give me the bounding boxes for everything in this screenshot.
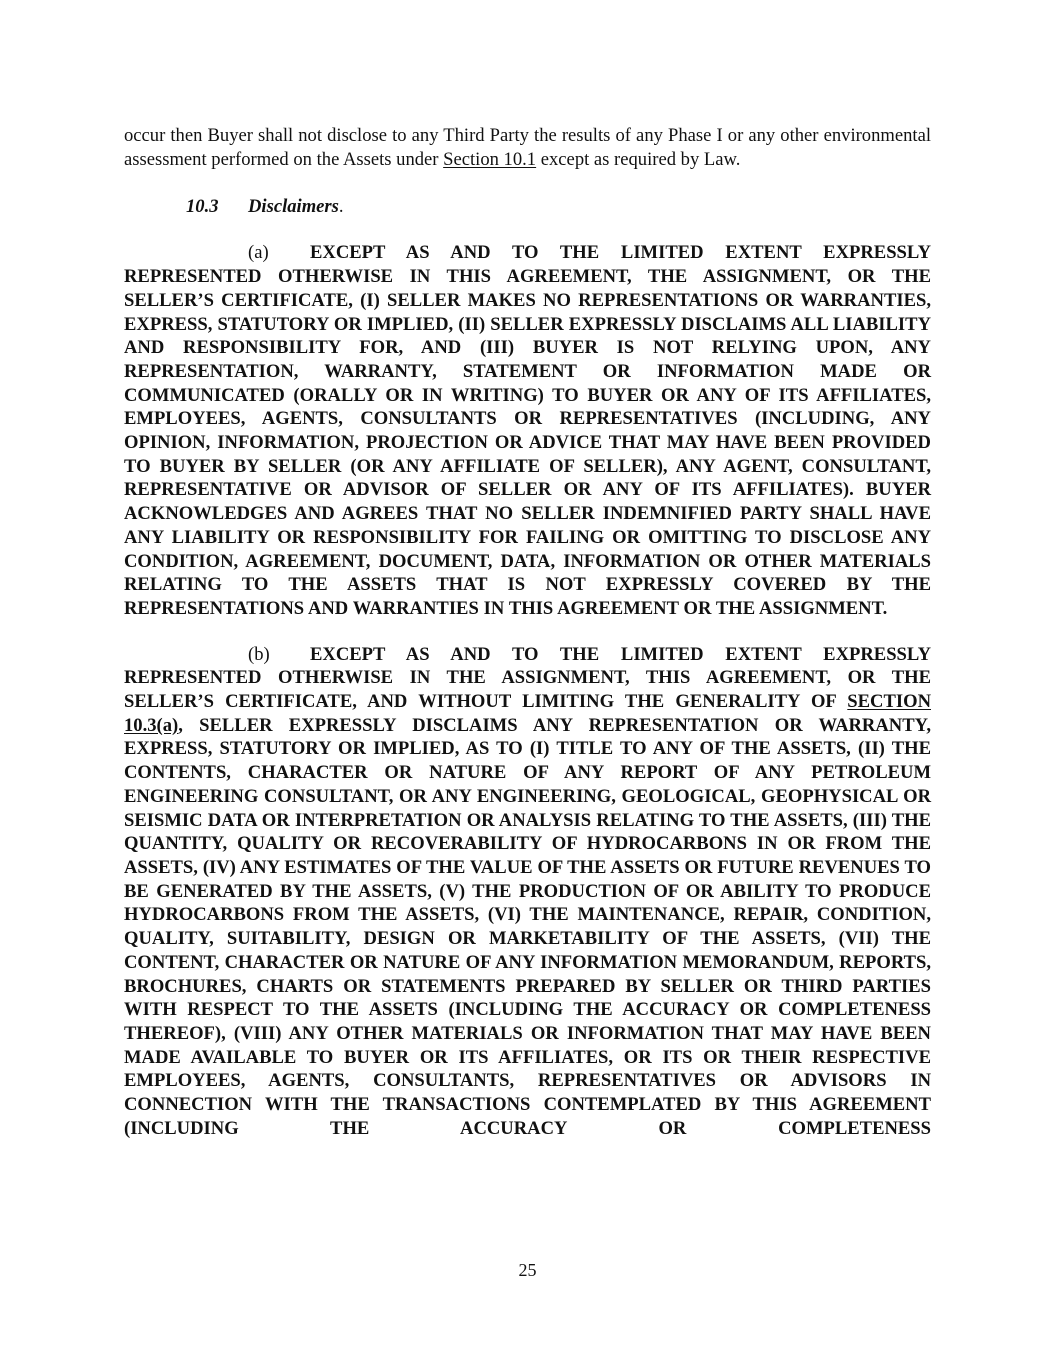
clause-a [124, 241, 931, 620]
document-page [124, 124, 931, 1140]
section-heading [124, 195, 931, 219]
clause-b-text-before: EXCEPT AS AND TO THE LIMITED EXTENT EXPRESSLY REPRESENTED OTHERWISE IN THE ASSIGNMENT, THIS AGREEMENT, OR THE SELLER’S CERTIFICATE, AND WITHOUT LIMITING THE GENERALITY OF [124, 643, 931, 713]
continued-paragraph [124, 124, 931, 171]
section-10-3a-reference[interactable]: SECTION 10.3(a) [124, 691, 931, 736]
clause-b-text-after: , SELLER EXPRESSLY DISCLAIMS ANY REPRESENTATION OR WARRANTY, EXPRESS, STATUTORY OR IMPLIED, AS TO (I) TITLE TO ANY OF THE ASSETS, (II) THE CONTENTS, CHARACTER OR NATURE OF ANY REPORT OF ANY PETROLEUM ENGINEERING CONSULTANT, OR ANY ENGINEERING, GEOLOGICAL, GEOPHYSICAL OR SEISMIC DATA OR INTERPRETATION OR ANALYSIS RELATING TO THE ASSETS, (III) THE QUANTITY, QUALITY OR RECOVERABILITY OF HYDROCARBONS IN OR FROM THE ASSETS, (IV) ANY ESTIMATES OF THE VALUE OF THE ASSETS OR FUTURE REVENUES TO BE GENERATED BY THE ASSETS, (V) THE PRODUCTION OF OR ABILITY TO PRODUCE HYDROCARBONS FROM THE ASSETS, (VI) THE MAINTENANCE, REPAIR, CONDITION, QUALITY, SUITABILITY, DESIGN OR MARKETABILITY OF THE ASSETS, (VII) THE CONTENT, CHARACTER OR NATURE OF ANY INFORMATION MEMORANDUM, REPORTS, BROCHURES, CHARTS OR STATEMENTS PREPARED BY SELLER OR THIRD PARTIES WITH RESPECT TO THE ASSETS (INCLUDING THE ACCURACY OR COMPLETENESS THEREOF), (VIII) ANY OTHER MATERIALS OR INFORMATION THAT MAY HAVE BEEN MADE AVAILABLE TO BUYER OR ITS AFFILIATES, OR ITS OR THEIR RESPECTIVE EMPLOYEES, AGENTS, CONSULTANTS, REPRESENTATIVES OR ADVISORS IN CONNECTION WITH THE TRANSACTIONS CONTEMPLATED BY THIS AGREEMENT (INCLUDING THE ACCURACY OR COMPLETENESS [124, 714, 931, 1139]
lead-text-before: occur then Buyer shall not disclose to any Third Party the results of any Phase I or any other environmental assessment performed on the Assets under [124, 125, 931, 170]
clause-a-text: EXCEPT AS AND TO THE LIMITED EXTENT EXPRESSLY REPRESENTED OTHERWISE IN THIS AGREEMENT, THE ASSIGNMENT, OR THE SELLER’S CERTIFICATE, (I) SELLER MAKES NO REPRESENTATIONS OR WARRANTIES, EXPRESS, STATUTORY OR IMPLIED, (II) SELLER EXPRESSLY DISCLAIMS ALL LIABILITY AND RESPONSIBILITY FOR, AND (III) BUYER IS NOT RELYING UPON, ANY REPRESENTATION, WARRANTY, STATEMENT OR INFORMATION MADE OR COMMUNICATED (ORALLY OR IN WRITING) TO BUYER OR ANY OF ITS AFFILIATES, EMPLOYEES, AGENTS, CONSULTANTS OR REPRESENTATIVES (INCLUDING, ANY OPINION, INFORMATION, PROJECTION OR ADVICE THAT MAY HAVE BEEN PROVIDED TO BUYER BY SELLER (OR ANY AFFILIATE OF SELLER), ANY AGENT, CONSULTANT, REPRESENTATIVE OR ADVISOR OF SELLER OR ANY OF ITS AFFILIATES). BUYER ACKNOWLEDGES AND AGREES THAT NO SELLER INDEMNIFIED PARTY SHALL HAVE ANY LIABILITY OR RESPONSIBILITY FOR FAILING OR OMITTING TO DISCLOSE ANY CONDITION, AGREEMENT, DOCUMENT, DATA, INFORMATION OR OTHER MATERIALS RELATING TO THE ASSETS THAT IS NOT EXPRESSLY COVERED BY THE REPRESENTATIONS AND WARRANTIES IN THIS AGREEMENT OR THE ASSIGNMENT. [124, 242, 931, 619]
clause-a-label: (a) [248, 242, 269, 264]
section-title-period: . [338, 196, 344, 218]
lead-text-after: except as required by Law. [536, 148, 741, 170]
clause-b [124, 643, 931, 1141]
section-number: 10.3 [186, 196, 219, 218]
page-number: 25 [518, 1260, 537, 1280]
section-title: Disclaimers [248, 196, 339, 218]
section-10-1-reference[interactable]: Section 10.1 [443, 148, 537, 170]
clause-b-label: (b) [248, 643, 270, 665]
